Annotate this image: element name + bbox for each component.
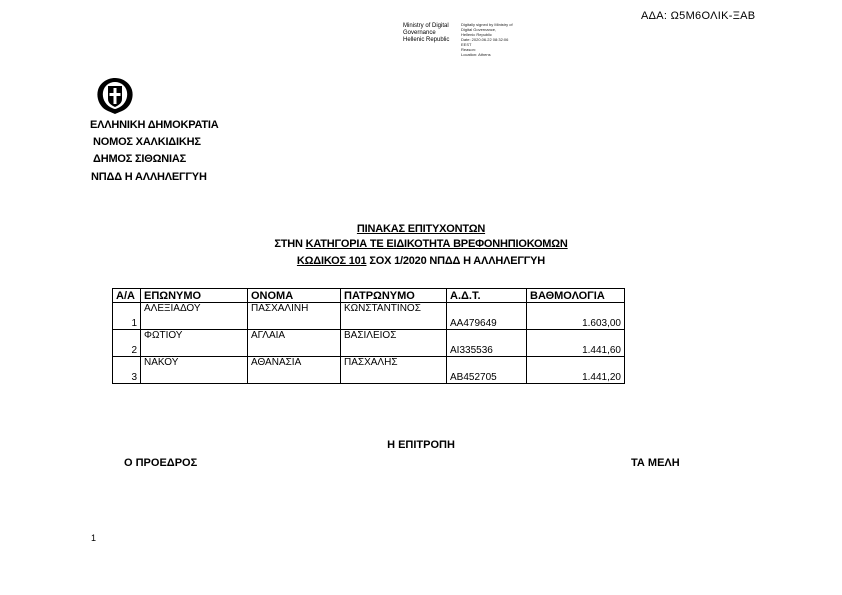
table-header-row — [113, 289, 625, 303]
column-header-surname: ΕΠΩΝΥΜΟ — [141, 289, 248, 303]
column-header-name: ΟΝΟΜΑ — [248, 289, 341, 303]
signature-detail-line: Digital Governance, — [461, 27, 497, 32]
signature-detail-line: Digitally signed by Ministry of — [461, 22, 513, 27]
results-table — [112, 288, 625, 384]
column-header-aa: Α/Α — [113, 289, 141, 303]
cell-name: ΑΓΛΑΙΑ — [248, 330, 341, 357]
cell-surname: ΝΑΚΟΥ — [141, 357, 248, 384]
cell-name: ΠΑΣΧΑΛΙΝΗ — [248, 303, 341, 330]
signature-details — [461, 22, 513, 57]
header-republic: ΕΛΛΗΝΙΚΗ ΔΗΜΟΚΡΑΤΙΑ — [90, 119, 219, 131]
column-header-score: ΒΑΘΜΟΛΟΓΙΑ — [527, 289, 625, 303]
signature-detail-line: Reason: — [461, 47, 476, 52]
document-subtitle-category — [0, 238, 842, 250]
cell-aa: 1 — [113, 303, 141, 330]
cell-score: 1.603,00 — [527, 303, 625, 330]
subtitle-announcement: ΣΟΧ 1/2020 ΝΠΔΔ Η ΑΛΛΗΛΕΓΓΥΗ — [369, 255, 546, 267]
subtitle-code: ΚΩΔΙΚΟΣ 101 — [296, 255, 367, 267]
ada-code: ΑΔΑ: Ω5Μ6ΟΛΙΚ-ΞΑΒ — [641, 10, 756, 22]
members-label: ΤΑ ΜΕΛΗ — [631, 457, 680, 469]
signature-issuer-line: Ministry of Digital — [403, 23, 449, 29]
table-row — [113, 357, 625, 384]
cell-aa: 3 — [113, 357, 141, 384]
cell-father: ΚΩΝΣΤΑΝΤΙΝΟΣ — [341, 303, 447, 330]
signature-detail-line: Date: 2020.06.22 08:32:06 — [461, 37, 509, 42]
page-mark: 1 — [91, 533, 97, 543]
cell-aa: 2 — [113, 330, 141, 357]
signature-detail-line: Hellenic Republic — [461, 32, 492, 37]
committee-label: Η ΕΠΙΤΡΟΠΗ — [387, 439, 455, 451]
header-organization: ΝΠΔΔ Η ΑΛΛΗΛΕΓΓΥΗ — [91, 171, 207, 183]
column-header-father: ΠΑΤΡΩΝΥΜΟ — [341, 289, 447, 303]
cell-adt: ΑΙ335536 — [447, 330, 527, 357]
cell-score: 1.441,20 — [527, 357, 625, 384]
cell-name: ΑΘΑΝΑΣΙΑ — [248, 357, 341, 384]
cell-adt: ΑΒ452705 — [447, 357, 527, 384]
subtitle-prefix: ΣΤΗΝ — [274, 238, 303, 250]
signature-issuer-line: Hellenic Republic — [403, 37, 450, 43]
cell-father: ΒΑΣΙΛΕΙΟΣ — [341, 330, 447, 357]
column-header-adt: Α.Δ.Τ. — [447, 289, 527, 303]
header-municipality: ΔΗΜΟΣ ΣΙΘΩΝΙΑΣ — [93, 153, 187, 165]
signature-detail-line: Location: Athens — [461, 52, 491, 57]
subtitle-category: ΚΑΤΗΓΟΡΙΑ ΤΕ ΕΙΔΙΚΟΤΗΤΑ ΒΡΕΦΟΝΗΠΙΟΚΟΜΩΝ — [305, 238, 568, 250]
cell-score: 1.441,60 — [527, 330, 625, 357]
cell-adt: ΑΑ479649 — [447, 303, 527, 330]
table-row — [113, 303, 625, 330]
table-row — [113, 330, 625, 357]
hellenic-emblem-icon — [93, 77, 137, 115]
cell-surname: ΦΩΤΙΟΥ — [141, 330, 248, 357]
cell-father: ΠΑΣΧΑΛΗΣ — [341, 357, 447, 384]
signature-detail-line: EEST — [461, 42, 472, 47]
document-title: ΠΙΝΑΚΑΣ ΕΠΙΤΥΧΟΝΤΩΝ — [356, 223, 486, 235]
signature-issuer-line: Governance — [403, 30, 436, 36]
document-subtitle-code — [0, 255, 842, 267]
signature-issuer — [403, 23, 449, 44]
header-prefecture: ΝΟΜΟΣ ΧΑΛΚΙΔΙΚΗΣ — [93, 136, 201, 148]
president-label: Ο ΠΡΟΕΔΡΟΣ — [124, 457, 198, 469]
cell-surname: ΑΛΕΞΙΑΔΟΥ — [141, 303, 248, 330]
